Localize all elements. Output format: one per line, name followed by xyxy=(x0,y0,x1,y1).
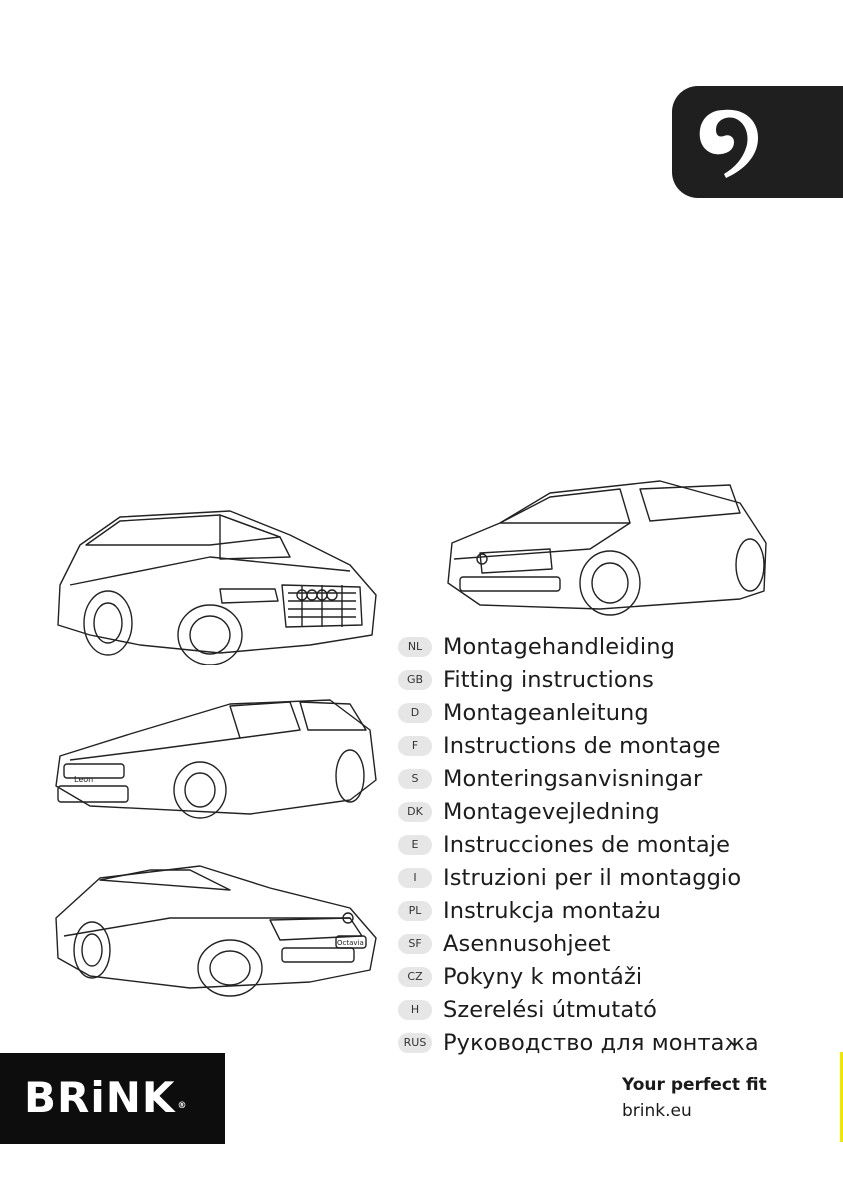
language-item-h xyxy=(398,993,838,1026)
language-item-sf xyxy=(398,927,838,960)
language-label: Instrukcja montażu xyxy=(443,897,661,924)
language-item-pl xyxy=(398,894,838,927)
logo-wordmark xyxy=(24,1075,187,1129)
language-code-badge: RUS xyxy=(398,1033,432,1053)
language-code-badge: E xyxy=(398,835,432,855)
language-item-d xyxy=(398,696,838,729)
language-label: Szerelési útmutató xyxy=(443,996,658,1023)
language-code-badge: S xyxy=(398,769,432,789)
leon-plate-text: Leon xyxy=(74,775,94,784)
language-code-badge: F xyxy=(398,736,432,756)
language-label: Instructions de montage xyxy=(443,732,721,759)
brand-tagline: Your perfect fit xyxy=(622,1075,767,1095)
registered-mark: ® xyxy=(177,1101,188,1111)
language-label: Fitting instructions xyxy=(443,666,654,693)
logo-text: BRiNK xyxy=(24,1073,176,1122)
language-item-dk xyxy=(398,795,838,828)
language-item-s xyxy=(398,762,838,795)
language-item-f xyxy=(398,729,838,762)
language-item-rus xyxy=(398,1026,838,1059)
hatchback-car-illustration xyxy=(50,690,380,830)
language-item-i xyxy=(398,861,838,894)
language-code-badge: GB xyxy=(398,670,432,690)
sportback-car-illustration xyxy=(50,505,380,665)
language-label: Montageanleitung xyxy=(443,699,649,726)
hatchback-car-illustration xyxy=(440,473,770,623)
sedan-car-illustration xyxy=(50,858,380,1003)
language-label: Montagehandleiding xyxy=(443,633,675,660)
language-item-gb xyxy=(398,663,838,696)
language-code-badge: PL xyxy=(398,901,432,921)
octavia-plate-text: Octavia xyxy=(337,939,364,947)
language-label: Monteringsanvisningar xyxy=(443,765,703,792)
language-label: Asennusohjeet xyxy=(443,930,611,957)
language-label: Pokyny k montáži xyxy=(443,963,643,990)
language-item-nl xyxy=(398,630,838,663)
language-code-badge: SF xyxy=(398,934,432,954)
instruction-mark-icon xyxy=(694,104,774,180)
language-label: Руководство для монтажа xyxy=(443,1029,759,1056)
language-list xyxy=(398,630,838,1059)
language-label: Istruzioni per il montaggio xyxy=(443,864,742,891)
language-item-e xyxy=(398,828,838,861)
language-item-cz xyxy=(398,960,838,993)
brand-website: brink.eu xyxy=(622,1101,692,1121)
language-code-badge: H xyxy=(398,1000,432,1020)
section-tab xyxy=(672,86,843,198)
brand-logo xyxy=(0,1053,225,1144)
language-code-badge: D xyxy=(398,703,432,723)
language-label: Montagevejledning xyxy=(443,798,660,825)
language-code-badge: DK xyxy=(398,802,432,822)
language-code-badge: I xyxy=(398,868,432,888)
language-label: Instrucciones de montaje xyxy=(443,831,731,858)
language-code-badge: CZ xyxy=(398,967,432,987)
language-code-badge: NL xyxy=(398,637,432,657)
